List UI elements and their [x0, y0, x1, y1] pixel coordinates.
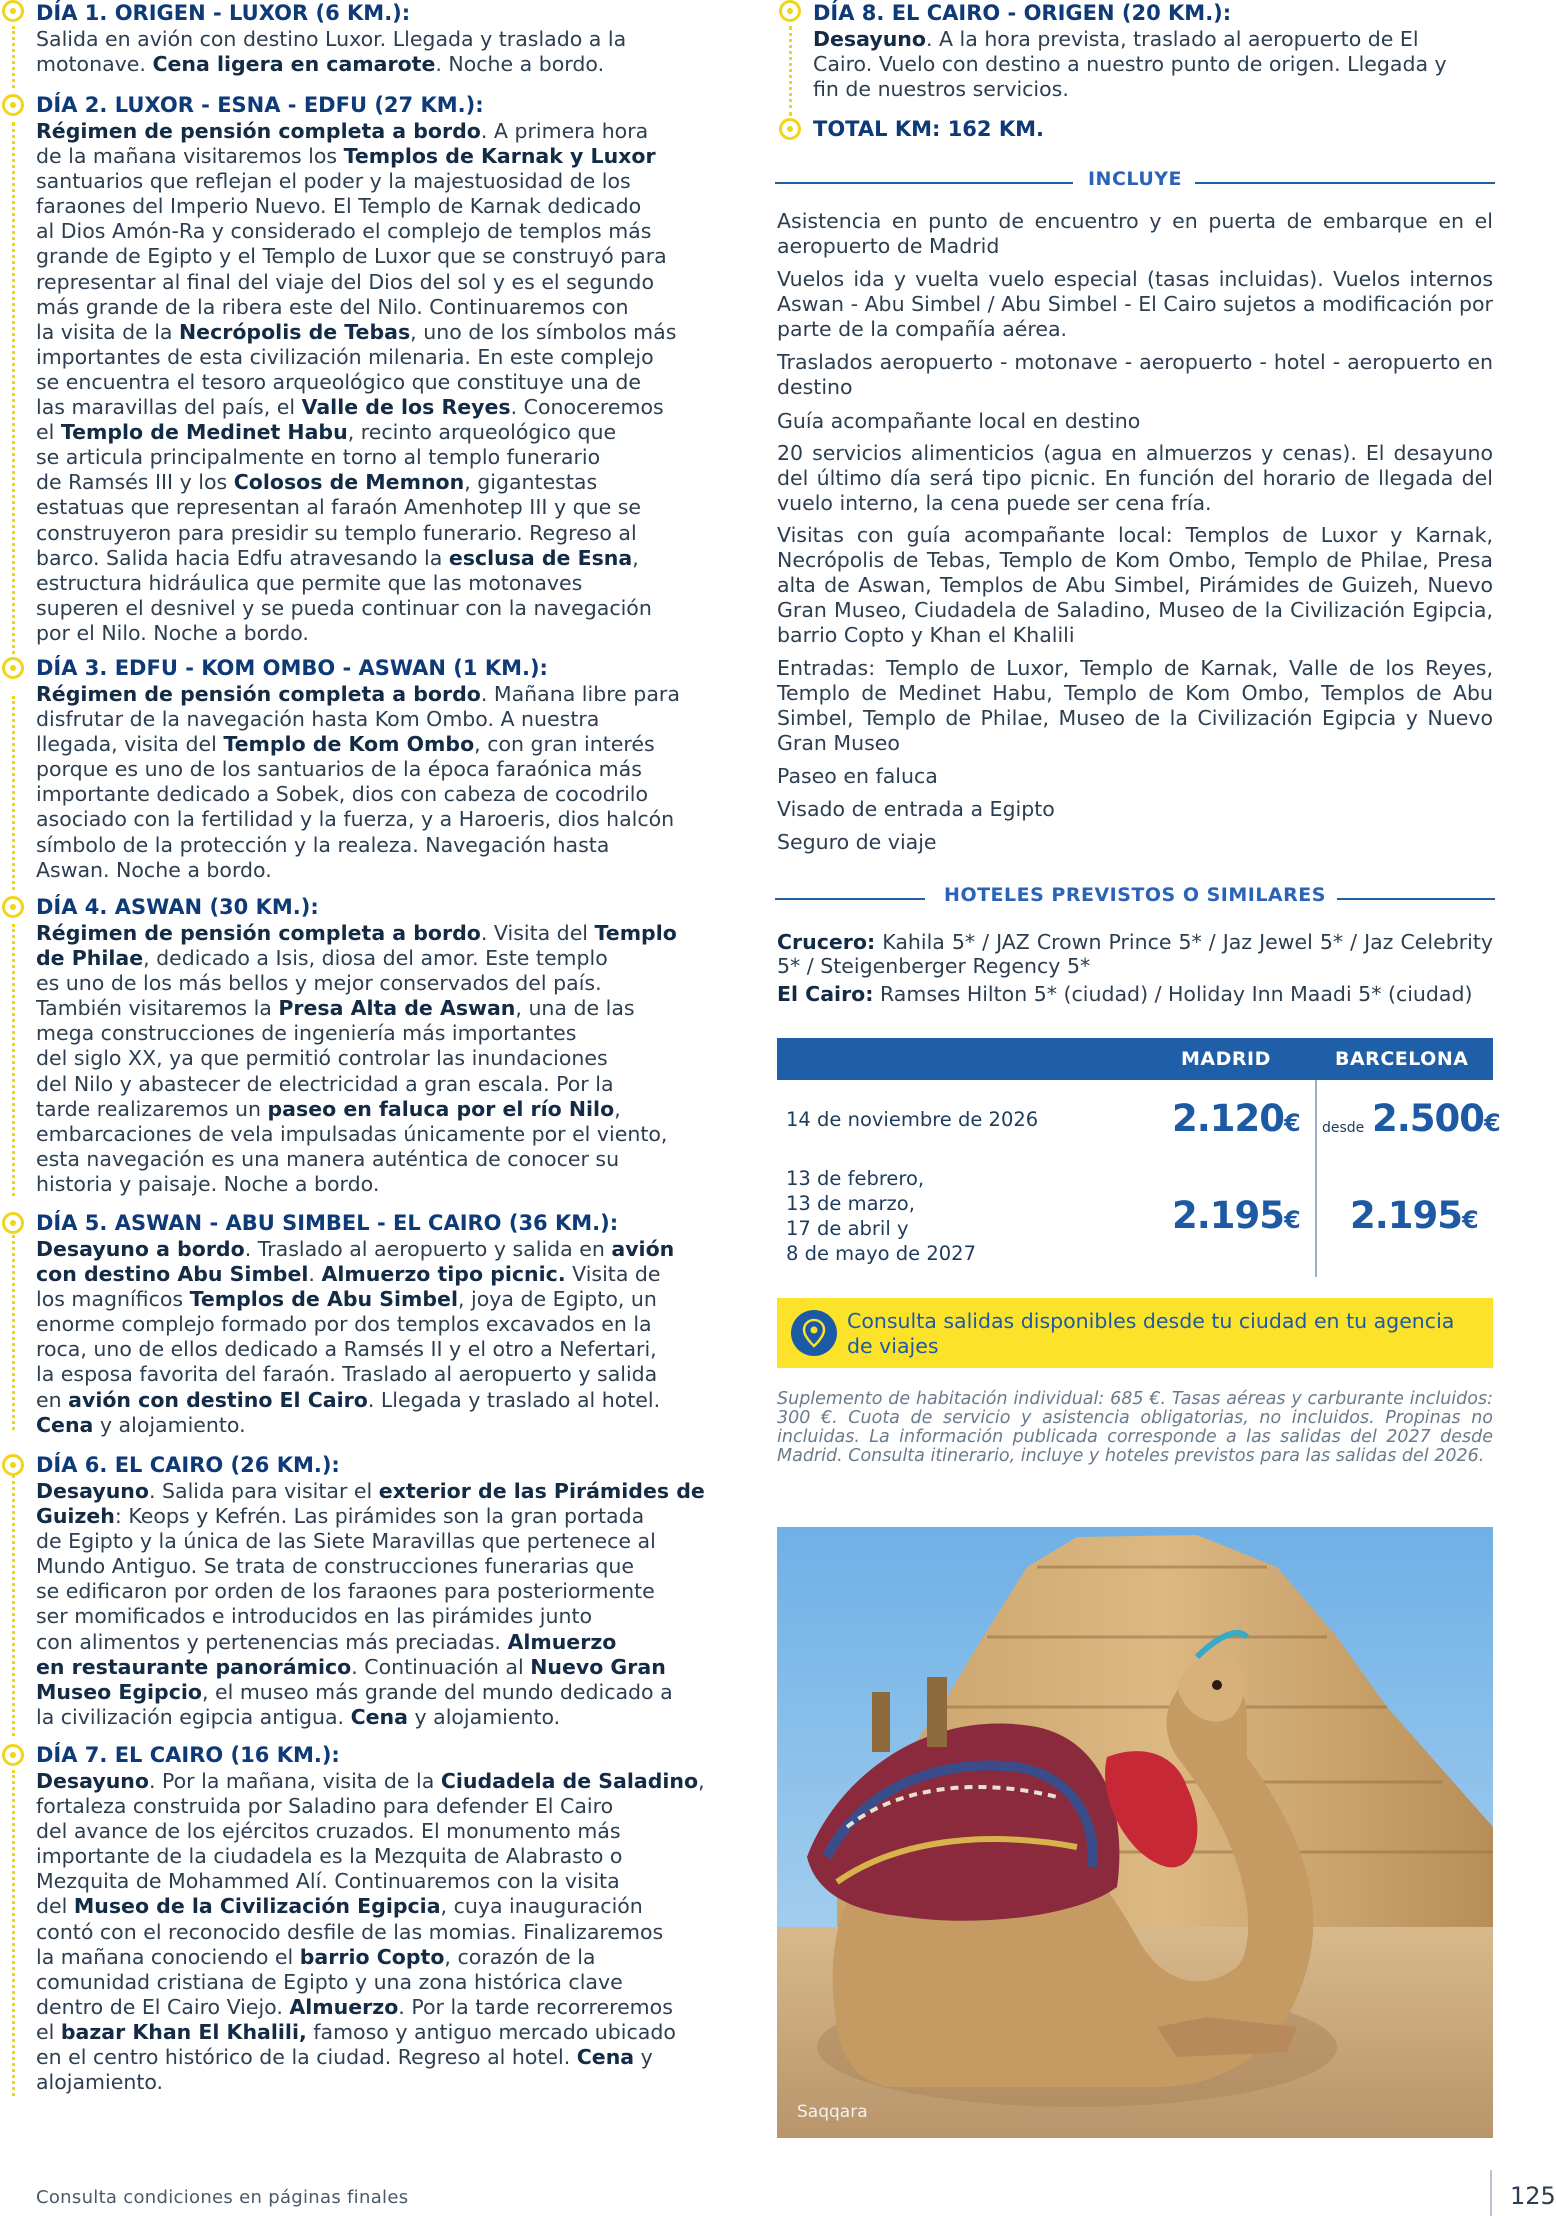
- total-km-label: TOTAL KM: 162 KM.: [813, 117, 1044, 141]
- text-line: el Templo de Medinet Habu, recinto arqueológico que: [36, 420, 617, 445]
- text-line: esta navegación es una manera auténtica de conocer su: [36, 1146, 620, 1171]
- hoteles-title: HOTELES PREVISTOS O SIMILARES: [944, 884, 1326, 906]
- day-title: DÍA 4. ASWAN (30 KM.):: [36, 895, 319, 919]
- page-number: 125: [1510, 2182, 1556, 2210]
- text-line: se edificaron por orden de los faraones para posteriormente: [36, 1579, 655, 1604]
- photo-caption: Saqqara: [797, 2102, 868, 2122]
- text-line: Desayuno. Por la mañana, visita de la Ciudadela de Saladino,: [36, 1769, 705, 1793]
- text-line: se articula principalmente en torno al templo funerario: [36, 445, 601, 470]
- text-line: Cairo. Vuelo con destino a nuestro punto de origen. Llegada y: [813, 52, 1447, 77]
- text-line: estatuas que representan al faraón Amenhotep III y que se: [36, 495, 642, 520]
- day-marker-icon: [2, 0, 24, 22]
- text-line: Museo Egipcio, el museo más grande del mundo dedicado a: [36, 1679, 673, 1704]
- itinerary-left-column: [0, 0, 730, 2110]
- text-line: grande de Egipto y el Templo de Luxor que se construyó para: [36, 244, 667, 269]
- text-line: fin de nuestros servicios.: [813, 77, 1069, 102]
- day-title: DÍA 8. EL CAIRO - ORIGEN (20 KM.):: [813, 1, 1232, 25]
- price-row-2-dates: [786, 1166, 976, 1266]
- date-line: 13 de marzo,: [786, 1192, 915, 1215]
- text-line: por el Nilo. Noche a bordo.: [36, 620, 309, 645]
- text-line: Aswan. Noche a bordo.: [36, 857, 272, 882]
- text-line: Régimen de pensión completa a bordo. Mañana libre para: [36, 682, 680, 706]
- text-line: Desayuno a bordo. Traslado al aeropuerto y salida en avión: [36, 1237, 675, 1261]
- text-line: Desayuno. Salida para visitar el exterior de las Pirámides de: [36, 1479, 705, 1503]
- hotel-crucero-list: Kahila 5* / JAZ Crown Prince 5* / Jaz Jewel 5* / Jaz Celebrity 5* / Steigenberger Regency 5*: [777, 930, 1493, 978]
- agency-banner: [777, 1298, 1493, 1368]
- day-marker-icon: [2, 94, 24, 116]
- text-line: fortaleza construida por Saladino para defender El Cairo: [36, 1794, 614, 1819]
- hotel-cairo-label: El Cairo:: [777, 982, 874, 1006]
- text-line: dentro de El Cairo Viejo. Almuerzo. Por la tarde recorreremos: [36, 1994, 673, 2019]
- incluye-title: INCLUYE: [1087, 168, 1182, 190]
- timeline-dots: [12, 696, 15, 890]
- price-value: 2.500: [1372, 1097, 1485, 1140]
- date-line: 17 de abril y: [786, 1217, 909, 1240]
- footer-conditions: Consulta condiciones en páginas finales: [36, 2187, 409, 2208]
- price-desde: desde: [1322, 1120, 1365, 1136]
- text-line: estructura hidráulica que permite que las motonaves: [36, 570, 583, 595]
- text-line: Mundo Antiguo. Se trata de construcciones funerarias que: [36, 1554, 634, 1579]
- text-line: en el centro histórico de la ciudad. Regreso al hotel. Cena y: [36, 2045, 653, 2070]
- hotel-crucero: [777, 930, 1493, 978]
- text-line: en restaurante panorámico. Continuación al Nuevo Gran: [36, 1654, 666, 1679]
- incluye-item: Guía acompañante local en destino: [777, 409, 1141, 433]
- text-line: los magníficos Templos de Abu Simbel, joya de Egipto, un: [36, 1287, 657, 1312]
- text-line: importantes de esta civilización milenaria. En este complejo: [36, 344, 654, 369]
- text-line: Régimen de pensión completa a bordo. Visita del Templo: [36, 921, 677, 945]
- text-line: construyeron para presidir su templo funerario. Regreso al: [36, 520, 637, 545]
- text-line: alojamiento.: [36, 2070, 164, 2095]
- text-line: Cena y alojamiento.: [36, 1412, 246, 1437]
- text-line: Mezquita de Mohammed Alí. Continuaremos con la visita: [36, 1869, 620, 1894]
- banner-text: Consulta salidas disponibles desde tu ciudad en tu agencia de viajes: [847, 1309, 1455, 1358]
- text-line: llegada, visita del Templo de Kom Ombo, con gran interés: [36, 732, 655, 757]
- timeline-dots: [12, 1464, 15, 1736]
- timeline-dots: [12, 1770, 15, 2096]
- text-line: de Philae, dedicado a Isis, diosa del amor. Este templo: [36, 946, 608, 971]
- price-value: 2.195: [1350, 1194, 1463, 1237]
- text-line: con destino Abu Simbel. Almuerzo tipo picnic. Visita de: [36, 1262, 661, 1287]
- day-marker-icon: [2, 896, 24, 918]
- currency-symbol: €: [1462, 1206, 1479, 1234]
- incluye-item: Entradas: Templo de Luxor, Templo de Karnak, Valle de los Reyes, Templo de Medinet Habu, Templo de Kom Ombo, Templos de Abu Simbel, Templo de Philae, Museo de la Civilización Egipcia y Nuevo Gran Museo: [777, 656, 1493, 755]
- incluye-heading: [775, 168, 1495, 198]
- text-line: porque es uno de los santuarios de la época faraónica más: [36, 757, 642, 782]
- text-line: mega construcciones de ingeniería más importantes: [36, 1021, 577, 1046]
- incluye-item: Paseo en faluca: [777, 764, 938, 788]
- timeline-dots: [12, 122, 15, 662]
- hotel-crucero-label: Crucero:: [777, 930, 876, 954]
- currency-symbol: €: [1484, 1109, 1501, 1137]
- price-value: 2.120: [1172, 1097, 1285, 1140]
- day-title: DÍA 6. EL CAIRO (26 KM.):: [36, 1453, 340, 1477]
- text-line: del avance de los ejércitos cruzados. El monumento más: [36, 1819, 621, 1844]
- day-title: DÍA 7. EL CAIRO (16 KM.):: [36, 1743, 340, 1767]
- text-line: disfrutar de la navegación hasta Kom Ombo. A nuestra: [36, 707, 600, 732]
- hotel-cairo: [777, 982, 1493, 1006]
- day-description: [813, 27, 1483, 102]
- text-line: la esposa favorita del faraón. Traslado al aeropuerto y salida: [36, 1362, 658, 1387]
- text-line: representar al final del viaje del Dios del sol y es el segundo: [36, 269, 654, 294]
- text-line: la civilización egipcia antigua. Cena y alojamiento.: [36, 1704, 561, 1729]
- text-line: la visita de la Necrópolis de Tebas, uno de los símbolos más: [36, 319, 677, 344]
- text-line: superen el desnivel y se pueda continuar con la navegación: [36, 595, 652, 620]
- day-description: [36, 119, 716, 646]
- day-marker-icon: [2, 1454, 24, 1476]
- day-description: [36, 1479, 716, 1730]
- timeline-dots: [12, 1230, 15, 1430]
- text-line: en avión con destino El Cairo. Llegada y traslado al hotel.: [36, 1387, 661, 1412]
- text-line: importante de la ciudadela es la Mezquita de Alabrasto o: [36, 1844, 623, 1869]
- col-barcelona: BARCELONA: [1335, 1048, 1469, 1070]
- text-line: la mañana conociendo el barrio Copto, corazón de la: [36, 1944, 596, 1969]
- text-line: tarde realizaremos un paseo en faluca por el río Nilo,: [36, 1096, 621, 1121]
- text-line: Régimen de pensión completa a bordo. A primera hora: [36, 119, 649, 143]
- day-description: [36, 27, 716, 77]
- price-row-1-dates: 14 de noviembre de 2026: [786, 1108, 1039, 1131]
- date-line: 13 de febrero,: [786, 1167, 925, 1190]
- currency-symbol: €: [1284, 1109, 1301, 1137]
- text-line: roca, uno de ellos dedicado a Ramsés II y el otro a Nefertari,: [36, 1337, 657, 1362]
- day-title: DÍA 2. LUXOR - ESNA - EDFU (27 KM.):: [36, 93, 484, 117]
- text-line: del Museo de la Civilización Egipcia, cuya inauguración: [36, 1894, 643, 1919]
- text-line: historia y paisaje. Noche a bordo.: [36, 1171, 380, 1196]
- timeline-dots: [789, 26, 792, 116]
- text-line: comunidad cristiana de Egipto y una zona histórica clave: [36, 1969, 623, 1994]
- day-description: [36, 921, 716, 1197]
- col-madrid: MADRID: [1181, 1048, 1271, 1070]
- price-notes: Suplemento de habitación individual: 685 €. Tasas aéreas y carburante incluidos: 300 €. Cuota de servicio y asistencia obligatorias, no incluidos. Propinas no incluidas. La información publicada corresponde a las salidas del 2027 desde Madrid. Consulta itinerario, incluye y hoteles previstos para las salidas del 2026.: [777, 1389, 1493, 1466]
- text-line: asociado con la fertilidad y la fuerza, y a Haroeris, dios halcón: [36, 807, 675, 832]
- price-value: 2.195: [1172, 1194, 1285, 1237]
- text-line: Salida en avión con destino Luxor. Llegada y traslado a la: [36, 27, 627, 51]
- text-line: santuarios que reflejan el poder y la majestuosidad de los: [36, 169, 631, 194]
- saqqara-camel-photo: [777, 1527, 1493, 2138]
- day-title: DÍA 3. EDFU - KOM OMBO - ASWAN (1 KM.):: [36, 656, 548, 680]
- day-marker-icon: [779, 0, 801, 22]
- text-line: del Nilo y abastecer de electricidad a gran escala. Por la: [36, 1071, 614, 1096]
- timeline-dots: [12, 26, 15, 88]
- text-line: motonave. Cena ligera en camarote. Noche a bordo.: [36, 52, 605, 77]
- hoteles-heading: [775, 884, 1495, 914]
- text-line: faraones del Imperio Nuevo. El Templo de Karnak dedicado: [36, 194, 642, 219]
- incluye-item: Visitas con guía acompañante local: Templos de Luxor y Karnak, Necrópolis de Tebas, Templo de Kom Ombo, Templo de Philae, Presa alta de Aswan, Templos de Abu Simbel, Pirámides de Guizeh, Nuevo Gran Museo, Ciudadela de Saladino, Museo de la Civilización Egipcia, barrio Copto y Khan el Khalili: [777, 523, 1493, 647]
- text-line: barco. Salida hacia Edfu atravesando la esclusa de Esna,: [36, 545, 639, 570]
- text-line: También visitaremos la Presa Alta de Aswan, una de las: [36, 996, 635, 1021]
- footer-divider: [1490, 2170, 1492, 2216]
- day-marker-icon: [779, 118, 801, 140]
- day-title: DÍA 1. ORIGEN - LUXOR (6 KM.):: [36, 1, 411, 25]
- price-row-2-barcelona: [1350, 1194, 1479, 1237]
- text-line: de Egipto y la única de las Siete Maravillas que pertenece al: [36, 1529, 656, 1554]
- text-line: embarcaciones de vela impulsadas únicamente por el viento,: [36, 1121, 668, 1146]
- price-row-1-barcelona: [1372, 1097, 1501, 1140]
- day-description: [36, 1237, 716, 1438]
- timeline-dots: [12, 924, 15, 1196]
- text-line: con alimentos y pertenencias más preciadas. Almuerzo: [36, 1629, 617, 1654]
- text-line: es uno de los más bellos y mejor conservados del país.: [36, 971, 602, 996]
- text-line: contó con el reconocido desfile de las momias. Finalizaremos: [36, 1919, 664, 1944]
- text-line: importante dedicado a Sobek, dios con cabeza de cocodrilo: [36, 782, 649, 807]
- day-marker-icon: [2, 657, 24, 679]
- day-marker-icon: [2, 1744, 24, 1766]
- incluye-item: Seguro de viaje: [777, 830, 937, 854]
- text-line: ser momificados e introducidos en las pirámides junto: [36, 1604, 593, 1629]
- hotel-cairo-list: Ramses Hilton 5* (ciudad) / Holiday Inn Maadi 5* (ciudad): [880, 982, 1473, 1006]
- date-line: 8 de mayo de 2027: [786, 1242, 976, 1265]
- text-line: de Ramsés III y los Colosos de Memnon, gigantestas: [36, 470, 598, 495]
- text-line: Guizeh: Keops y Kefrén. Las pirámides son la gran portada: [36, 1504, 645, 1529]
- price-column-divider: [1315, 1080, 1317, 1277]
- incluye-item: Asistencia en punto de encuentro y en puerta de embarque en el aeropuerto de Madrid: [777, 209, 1493, 258]
- day-description: [36, 1769, 716, 2095]
- text-line: enorme complejo formado por dos templos excavados en la: [36, 1312, 652, 1337]
- price-row-2-madrid: [1172, 1194, 1301, 1237]
- text-line: las maravillas del país, el Valle de los Reyes. Conoceremos: [36, 395, 664, 420]
- price-table-header: [777, 1038, 1493, 1080]
- text-line: el bazar Khan El Khalili, famoso y antiguo mercado ubicado: [36, 2019, 676, 2044]
- day-marker-icon: [2, 1212, 24, 1234]
- text-line: al Dios Amón-Ra y considerado el complejo de templos más: [36, 219, 652, 244]
- incluye-item: Visado de entrada a Egipto: [777, 797, 1055, 821]
- text-line: se encuentra el tesoro arqueológico que constituye una de: [36, 369, 641, 394]
- incluye-item: Vuelos ida y vuelta vuelo especial (tasas incluidas). Vuelos internos Aswan - Abu Simbel / Abu Simbel - El Cairo sujetos a modificación por parte de la compañía aérea.: [777, 267, 1493, 341]
- currency-symbol: €: [1284, 1206, 1301, 1234]
- text-line: de la mañana visitaremos los Templos de Karnak y Luxor: [36, 144, 656, 169]
- text-line: del siglo XX, ya que permitió controlar las inundaciones: [36, 1046, 608, 1071]
- day-description: [36, 682, 716, 883]
- text-line: más grande de la ribera este del Nilo. Continuaremos con: [36, 294, 629, 319]
- incluye-item: 20 servicios alimenticios (agua en almuerzos y cenas). El desayuno del último día será tipo picnic. En función del horario de llegada del vuelo interno, la cena puede ser cena fría.: [777, 441, 1493, 515]
- text-line: Desayuno. A la hora prevista, traslado al aeropuerto de El: [813, 27, 1419, 51]
- location-pin-icon: [791, 1310, 837, 1356]
- day-title: DÍA 5. ASWAN - ABU SIMBEL - EL CAIRO (36 KM.):: [36, 1211, 619, 1235]
- incluye-item: Traslados aeropuerto - motonave - aeropuerto - hotel - aeropuerto en destino: [777, 350, 1493, 399]
- text-line: símbolo de la protección y la realeza. Navegación hasta: [36, 832, 610, 857]
- price-row-1-madrid: [1172, 1097, 1301, 1140]
